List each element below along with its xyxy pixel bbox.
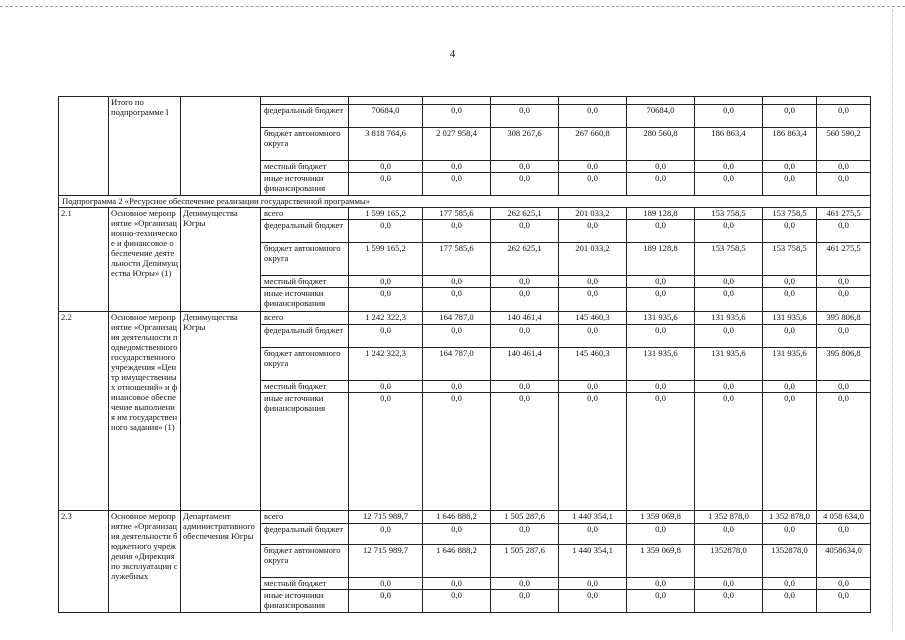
value-cell: 0,0: [627, 590, 695, 613]
value-cell: 0,0: [349, 276, 423, 288]
executor-cell: Депимущества Югры: [181, 208, 261, 312]
source-label: бюджет автономного округа: [261, 243, 349, 276]
value-cell: 4 058 634,0: [817, 511, 871, 524]
value-cell: 0,0: [423, 393, 491, 511]
source-label: федеральный бюджет: [261, 220, 349, 243]
value-cell: 0,0: [817, 590, 871, 613]
value-cell: 0,0: [695, 578, 763, 590]
table-body: [59, 97, 871, 613]
value-cell: 0,0: [423, 220, 491, 243]
value-cell: 0,0: [627, 276, 695, 288]
source-label: федеральный бюджет: [261, 325, 349, 348]
value-cell: 0,0: [695, 524, 763, 545]
value-cell: 0,0: [627, 173, 695, 196]
value-cell: 153 758,5: [763, 208, 817, 220]
value-cell: 0,0: [817, 288, 871, 312]
table-row: [59, 208, 871, 220]
value-cell: 1 646 888,2: [423, 545, 491, 578]
value-cell: 0,0: [817, 220, 871, 243]
value-cell: 0,0: [817, 173, 871, 196]
value-cell: 0,0: [695, 105, 763, 128]
value-cell: 0,0: [423, 276, 491, 288]
value-cell: 140 461,4: [491, 312, 559, 325]
value-cell: 131 935,6: [695, 348, 763, 381]
value-cell: 3 818 764,6: [349, 128, 423, 161]
value-cell: 0,0: [423, 173, 491, 196]
value-cell: 12 715 989,7: [349, 545, 423, 578]
value-cell: 0,0: [695, 288, 763, 312]
value-cell: 0,0: [423, 578, 491, 590]
value-cell: 0,0: [349, 220, 423, 243]
value-cell: 1 505 287,6: [491, 511, 559, 524]
value-cell: 0,0: [817, 393, 871, 511]
value-cell: 145 460,3: [559, 312, 627, 325]
value-cell: 177 585,6: [423, 243, 491, 276]
value-cell: 560 590,2: [817, 128, 871, 161]
value-cell: 189 128,8: [627, 243, 695, 276]
table-row: [59, 97, 871, 105]
value-cell: 0,0: [491, 161, 559, 173]
value-cell: 131 935,6: [695, 312, 763, 325]
source-label: иные источники финансирования: [261, 173, 349, 196]
value-cell: 0,0: [817, 276, 871, 288]
value-cell: 0,0: [763, 105, 817, 128]
value-cell: 1 440 354,1: [559, 545, 627, 578]
value-cell: 1 599 165,2: [349, 208, 423, 220]
source-label: всего: [261, 208, 349, 220]
value-cell: 1 440 354,1: [559, 511, 627, 524]
itogo-label: Итого по подпрограмме I: [109, 97, 181, 196]
value-cell: 0,0: [817, 381, 871, 393]
value-cell: 262 625,1: [491, 243, 559, 276]
value-cell: 0,0: [423, 524, 491, 545]
row-number-cell: 2.2: [59, 312, 109, 511]
activity-name-cell: Основное мероприятие «Организация деятельности бюджетного учреждения «Дирекция по эксплуатации служебных: [109, 511, 181, 613]
value-cell: 2 027 958,4: [423, 128, 491, 161]
value-cell: 153 758,5: [763, 243, 817, 276]
value-cell: 0,0: [349, 578, 423, 590]
value-cell: 186 863,4: [695, 128, 763, 161]
value-cell: 0,0: [491, 288, 559, 312]
value-cell: 0,0: [349, 288, 423, 312]
source-label: бюджет автономного округа: [261, 348, 349, 381]
value-cell: 131 935,6: [763, 312, 817, 325]
value-cell: 1 646 888,2: [423, 511, 491, 524]
value-cell: 0,0: [763, 381, 817, 393]
value-cell: 0,0: [627, 393, 695, 511]
value-cell: 0,0: [817, 578, 871, 590]
value-cell: 201 033,2: [559, 208, 627, 220]
value-cell: 0,0: [695, 325, 763, 348]
value-cell: 0,0: [491, 393, 559, 511]
value-cell: 186 863,4: [763, 128, 817, 161]
value-cell: 461 275,5: [817, 208, 871, 220]
value-cell: 0,0: [349, 173, 423, 196]
value-cell: 0,0: [559, 524, 627, 545]
value-cell: 1 359 069,8: [627, 545, 695, 578]
value-cell: 70684,0: [627, 105, 695, 128]
value-cell: 267 660,8: [559, 128, 627, 161]
value-cell: 0,0: [695, 161, 763, 173]
source-label: местный бюджет: [261, 161, 349, 173]
blank-cell: [423, 97, 491, 105]
value-cell: 0,0: [695, 393, 763, 511]
source-label: местный бюджет: [261, 381, 349, 393]
value-cell: 0,0: [491, 173, 559, 196]
table-row: [59, 196, 871, 208]
value-cell: 189 128,8: [627, 208, 695, 220]
value-cell: 0,0: [559, 105, 627, 128]
value-cell: 1 599 165,2: [349, 243, 423, 276]
source-label: всего: [261, 312, 349, 325]
source-label: иные источники финансирования: [261, 393, 349, 511]
value-cell: 0,0: [559, 325, 627, 348]
value-cell: 0,0: [423, 590, 491, 613]
value-cell: 0,0: [763, 393, 817, 511]
value-cell: 140 461,4: [491, 348, 559, 381]
scan-edge-line: [0, 6, 905, 7]
value-cell: 0,0: [763, 524, 817, 545]
value-cell: 0,0: [423, 161, 491, 173]
value-cell: 0,0: [763, 288, 817, 312]
value-cell: 0,0: [349, 325, 423, 348]
value-cell: 0,0: [491, 325, 559, 348]
value-cell: 0,0: [349, 524, 423, 545]
value-cell: 153 758,5: [695, 243, 763, 276]
executor-cell: Департамент административного обеспечения Югры: [181, 511, 261, 613]
value-cell: 0,0: [491, 578, 559, 590]
value-cell: 0,0: [817, 161, 871, 173]
value-cell: 1 242 322,3: [349, 312, 423, 325]
value-cell: 0,0: [559, 381, 627, 393]
value-cell: 461 275,5: [817, 243, 871, 276]
executor-cell: Депимущества Югры: [181, 312, 261, 511]
executor-cell: [181, 97, 261, 196]
value-cell: 0,0: [627, 524, 695, 545]
value-cell: 0,0: [763, 325, 817, 348]
value-cell: 1 359 069,8: [627, 511, 695, 524]
value-cell: 12 715 989,7: [349, 511, 423, 524]
value-cell: 0,0: [423, 105, 491, 128]
value-cell: 201 033,2: [559, 243, 627, 276]
value-cell: 1352878,0: [695, 545, 763, 578]
value-cell: 0,0: [695, 590, 763, 613]
value-cell: 0,0: [559, 393, 627, 511]
value-cell: 0,0: [763, 173, 817, 196]
source-label: федеральный бюджет: [261, 105, 349, 128]
value-cell: 0,0: [695, 381, 763, 393]
value-cell: 0,0: [763, 276, 817, 288]
value-cell: 177 585,6: [423, 208, 491, 220]
value-cell: 0,0: [491, 276, 559, 288]
value-cell: 0,0: [763, 590, 817, 613]
value-cell: 0,0: [627, 381, 695, 393]
value-cell: 1 352 878,0: [695, 511, 763, 524]
table-row: [59, 511, 871, 524]
value-cell: 0,0: [559, 590, 627, 613]
value-cell: 0,0: [559, 161, 627, 173]
value-cell: 153 758,5: [695, 208, 763, 220]
value-cell: 131 935,6: [627, 312, 695, 325]
source-label: иные источники финансирования: [261, 590, 349, 613]
value-cell: 1352878,0: [763, 545, 817, 578]
value-cell: 145 460,3: [559, 348, 627, 381]
blank-cell: [349, 97, 423, 105]
page-number: 4: [449, 48, 456, 60]
value-cell: 0,0: [695, 220, 763, 243]
row-number-cell: 2.3: [59, 511, 109, 613]
blank-cell: [695, 97, 763, 105]
value-cell: 0,0: [627, 578, 695, 590]
value-cell: 0,0: [423, 288, 491, 312]
value-cell: 0,0: [491, 220, 559, 243]
blank-cell: [627, 97, 695, 105]
source-label: бюджет автономного округа: [261, 545, 349, 578]
value-cell: 0,0: [695, 276, 763, 288]
value-cell: 0,0: [763, 578, 817, 590]
value-cell: 280 560,8: [627, 128, 695, 161]
value-cell: 0,0: [349, 590, 423, 613]
blank-cell: [491, 97, 559, 105]
value-cell: 70684,0: [349, 105, 423, 128]
value-cell: 1 505 287,6: [491, 545, 559, 578]
activity-name-cell: Основное мероприятие «Организационно-техническое и финансовое обеспечение деятельности Депимущества Югры» (1): [109, 208, 181, 312]
value-cell: 0,0: [817, 325, 871, 348]
value-cell: 0,0: [423, 381, 491, 393]
value-cell: 131 935,6: [627, 348, 695, 381]
budget-table: [58, 96, 871, 613]
value-cell: 0,0: [423, 325, 491, 348]
blank-cell: [559, 97, 627, 105]
value-cell: 0,0: [817, 524, 871, 545]
value-cell: 0,0: [349, 161, 423, 173]
value-cell: 131 935,6: [763, 348, 817, 381]
blank-cell: [763, 97, 817, 105]
value-cell: 1 352 878,0: [763, 511, 817, 524]
value-cell: 0,0: [349, 393, 423, 511]
value-cell: 0,0: [559, 276, 627, 288]
value-cell: 0,0: [763, 161, 817, 173]
value-cell: 0,0: [627, 325, 695, 348]
value-cell: 0,0: [491, 105, 559, 128]
row-number-cell: 2.1: [59, 208, 109, 312]
value-cell: 0,0: [627, 161, 695, 173]
value-cell: 164 787,0: [423, 348, 491, 381]
source-label: всего: [261, 511, 349, 524]
row-number-cell: [59, 97, 109, 196]
value-cell: 164 787,0: [423, 312, 491, 325]
value-cell: 0,0: [491, 381, 559, 393]
value-cell: 0,0: [491, 590, 559, 613]
source-label: федеральный бюджет: [261, 524, 349, 545]
subprogram-title: Подпрограмма 2 «Ресурсное обеспечение реализации государственной программы»: [59, 196, 871, 208]
value-cell: 4058634,0: [817, 545, 871, 578]
value-cell: 0,0: [559, 173, 627, 196]
value-cell: 0,0: [817, 105, 871, 128]
blank-cell: [817, 97, 871, 105]
source-label: иные источники финансирования: [261, 288, 349, 312]
value-cell: 0,0: [627, 220, 695, 243]
source-label: местный бюджет: [261, 578, 349, 590]
value-cell: 1 242 322,3: [349, 348, 423, 381]
value-cell: 0,0: [491, 524, 559, 545]
value-cell: 0,0: [763, 220, 817, 243]
value-cell: 308 267,6: [491, 128, 559, 161]
value-cell: 262 625,1: [491, 208, 559, 220]
value-cell: 0,0: [559, 220, 627, 243]
blank-cell: [261, 97, 349, 105]
value-cell: 395 806,8: [817, 348, 871, 381]
value-cell: 0,0: [559, 578, 627, 590]
scan-edge-line-right: [892, 10, 895, 630]
source-label: бюджет автономного округа: [261, 128, 349, 161]
value-cell: 0,0: [559, 288, 627, 312]
table-row: [59, 312, 871, 325]
value-cell: 0,0: [349, 381, 423, 393]
activity-name-cell: Основное мероприятие «Организация деятельности подведомственного государственного учреждения «Центр имущественных отношений» и финансовое обеспечение выполнения им государственного задания» (1): [109, 312, 181, 511]
value-cell: 0,0: [695, 173, 763, 196]
source-label: местный бюджет: [261, 276, 349, 288]
value-cell: 395 806,8: [817, 312, 871, 325]
value-cell: 0,0: [627, 288, 695, 312]
